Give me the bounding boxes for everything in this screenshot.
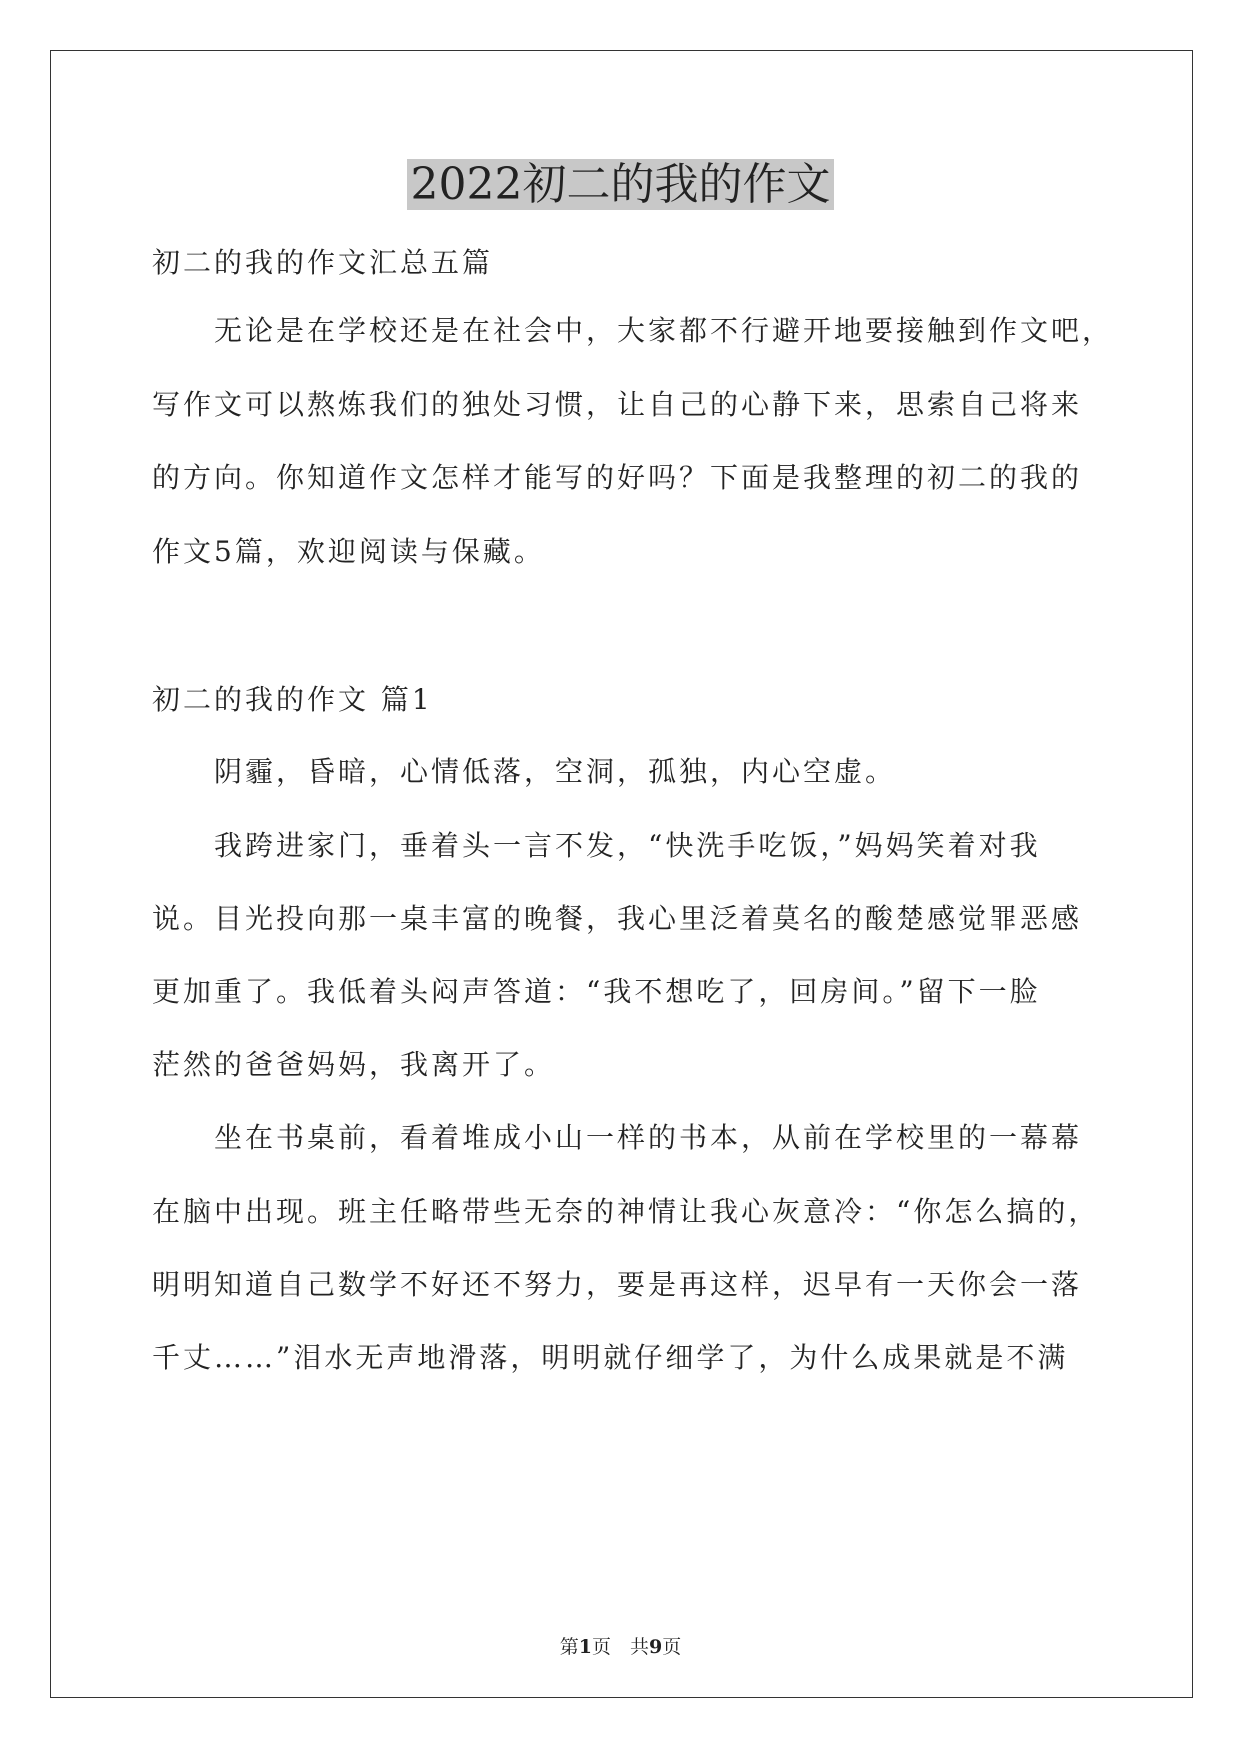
subtitle: 初二的我的作文汇总五篇 xyxy=(152,246,494,279)
footer-mid: 页 共 xyxy=(591,1636,649,1658)
intro-line: 作文5篇，欢迎阅读与保藏。 xyxy=(152,535,545,568)
intro-line: 无论是在学校还是在社会中，大家都不行避开地要接触到作文吧， xyxy=(152,314,1114,347)
intro-line: 的方向。你知道作文怎样才能写的好吗？下面是我整理的初二的我的 xyxy=(152,461,1083,494)
page-border xyxy=(50,50,1193,1698)
body-line: 更加重了。我低着头闷声答道：“我不想吃了，回房间。”留下一脸 xyxy=(152,975,1041,1008)
body-line: 千丈……”泪水无声地滑落，明明就仔细学了，为什么成果就是不满 xyxy=(152,1341,1069,1374)
body-line: 坐在书桌前，看着堆成小山一样的书本，从前在学校里的一幕幕 xyxy=(152,1121,1083,1154)
intro-line: 写作文可以熬炼我们的独处习惯，让自己的心静下来，思索自己将来 xyxy=(152,388,1083,421)
body-line: 明明知道自己数学不好还不努力，要是再这样，迟早有一天你会一落 xyxy=(152,1268,1083,1301)
body-line: 茫然的爸爸妈妈，我离开了。 xyxy=(152,1048,556,1081)
page-footer xyxy=(0,1635,1241,1659)
footer-prefix: 第 xyxy=(559,1636,579,1658)
body-line: 我跨进家门，垂着头一言不发，“快洗手吃饭，”妈妈笑着对我 xyxy=(152,829,1041,862)
current-page-number: 1 xyxy=(578,1636,592,1658)
section-heading: 初二的我的作文 篇1 xyxy=(152,683,433,716)
footer-suffix: 页 xyxy=(662,1636,682,1658)
body-line: 阴霾，昏暗，心情低落，空洞，孤独，内心空虚。 xyxy=(152,755,897,788)
body-line: 说。目光投向那一桌丰富的晚餐，我心里泛着莫名的酸楚感觉罪恶感 xyxy=(152,902,1083,935)
title-highlight: 2022初二的我的作文 xyxy=(407,159,835,210)
total-page-count: 9 xyxy=(649,1636,663,1658)
body-line: 在脑中出现。班主任略带些无奈的神情让我心灰意冷：“你怎么搞的， xyxy=(152,1195,1100,1228)
document-title xyxy=(0,155,1241,215)
